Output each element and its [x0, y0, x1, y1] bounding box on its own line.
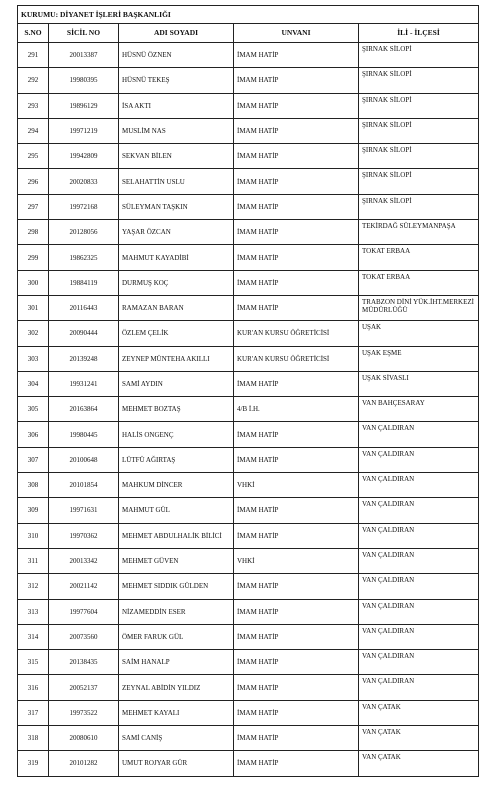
row-title: İMAM HATİP — [234, 245, 359, 270]
table-row — [18, 194, 479, 219]
row-name: SAİM HANALP — [119, 650, 234, 675]
row-sicil-no: 19896129 — [49, 93, 119, 118]
row-sno: 317 — [18, 700, 49, 725]
row-location: TRABZON DİNİ YÜK.İHT.MERKEZİ MÜDÜRLÜĞÜ — [359, 295, 479, 320]
row-location: VAN ÇALDIRAN — [359, 498, 479, 523]
table-row — [18, 498, 479, 523]
table-row — [18, 321, 479, 346]
row-location: ŞIRNAK SİLOPİ — [359, 194, 479, 219]
row-name: UMUT ROJYAR GÜR — [119, 751, 234, 776]
table-row — [18, 144, 479, 169]
row-name: MEHMET SIDDIK GÜLDEN — [119, 574, 234, 599]
table-row — [18, 371, 479, 396]
table-row — [18, 118, 479, 143]
table-row — [18, 68, 479, 93]
row-location: VAN ÇATAK — [359, 700, 479, 725]
row-location: VAN ÇATAK — [359, 751, 479, 776]
row-sicil-no: 19970362 — [49, 523, 119, 548]
row-location: VAN ÇATAK — [359, 726, 479, 751]
row-sicil-no: 19862325 — [49, 245, 119, 270]
row-sno: 319 — [18, 751, 49, 776]
row-location: UŞAK SİVASLI — [359, 371, 479, 396]
row-name: LÜTFÜ AĞIRTAŞ — [119, 447, 234, 472]
column-header-title: UNVANI — [234, 24, 359, 43]
institution-label: KURUMU: DİYANET İŞLERİ BAŞKANLIĞI — [18, 6, 479, 24]
row-sno: 311 — [18, 548, 49, 573]
row-sicil-no: 20021142 — [49, 574, 119, 599]
row-name: SAMİ CANİŞ — [119, 726, 234, 751]
row-sicil-no: 20020833 — [49, 169, 119, 194]
row-location: ŞIRNAK SİLOPİ — [359, 169, 479, 194]
row-name: MUSLİM NAS — [119, 118, 234, 143]
row-sicil-no: 19980445 — [49, 422, 119, 447]
row-location: VAN ÇALDIRAN — [359, 574, 479, 599]
row-sicil-no: 20052137 — [49, 675, 119, 700]
row-sno: 304 — [18, 371, 49, 396]
row-title: İMAM HATİP — [234, 144, 359, 169]
row-location: UŞAK EŞME — [359, 346, 479, 371]
row-sno: 301 — [18, 295, 49, 320]
row-name: HÜSNÜ ÖZNEN — [119, 43, 234, 68]
row-sicil-no: 19931241 — [49, 371, 119, 396]
row-location: VAN ÇALDIRAN — [359, 650, 479, 675]
table-row — [18, 422, 479, 447]
row-sicil-no: 19884119 — [49, 270, 119, 295]
row-sno: 296 — [18, 169, 49, 194]
row-sicil-no: 20116443 — [49, 295, 119, 320]
row-sicil-no: 20100648 — [49, 447, 119, 472]
row-name: SÜLEYMAN TAŞKIN — [119, 194, 234, 219]
row-name: ZEYNAL ABİDİN YILDIZ — [119, 675, 234, 700]
row-location: TOKAT ERBAA — [359, 270, 479, 295]
row-location: UŞAK — [359, 321, 479, 346]
row-name: MAHMUT KAYADİBİ — [119, 245, 234, 270]
row-sicil-no: 20013387 — [49, 43, 119, 68]
table-row — [18, 473, 479, 498]
table-row — [18, 270, 479, 295]
row-sno: 295 — [18, 144, 49, 169]
table-row — [18, 447, 479, 472]
row-name: ZEYNEP MÜNTEHA AKILLI — [119, 346, 234, 371]
row-title: İMAM HATİP — [234, 599, 359, 624]
row-location: VAN ÇALDIRAN — [359, 473, 479, 498]
row-name: NİZAMEDDİN ESER — [119, 599, 234, 624]
row-sicil-no: 19973522 — [49, 700, 119, 725]
table-row — [18, 650, 479, 675]
row-title: KUR'AN KURSU ÖĞRETİCİSİ — [234, 321, 359, 346]
table-row — [18, 675, 479, 700]
row-title: İMAM HATİP — [234, 270, 359, 295]
row-name: MAHKUM DİNCER — [119, 473, 234, 498]
row-location: VAN ÇALDIRAN — [359, 624, 479, 649]
row-location: VAN ÇALDIRAN — [359, 447, 479, 472]
row-sno: 310 — [18, 523, 49, 548]
row-sno: 309 — [18, 498, 49, 523]
row-sicil-no: 20163864 — [49, 397, 119, 422]
row-sno: 291 — [18, 43, 49, 68]
row-name: YAŞAR ÖZCAN — [119, 220, 234, 245]
row-sicil-no: 20101282 — [49, 751, 119, 776]
institution-row — [18, 6, 479, 24]
row-sicil-no: 20139248 — [49, 346, 119, 371]
row-sicil-no: 19972168 — [49, 194, 119, 219]
table-row — [18, 700, 479, 725]
personnel-table — [17, 5, 479, 777]
table-row — [18, 220, 479, 245]
row-location: VAN BAHÇESARAY — [359, 397, 479, 422]
row-sno: 305 — [18, 397, 49, 422]
row-title: İMAM HATİP — [234, 93, 359, 118]
row-name: HÜSNÜ TEKEŞ — [119, 68, 234, 93]
row-location: TEKİRDAĞ SÜLEYMANPAŞA — [359, 220, 479, 245]
row-title: İMAM HATİP — [234, 118, 359, 143]
row-sno: 307 — [18, 447, 49, 472]
row-name: MEHMET ABDULHALİK BİLİCİ — [119, 523, 234, 548]
row-location: VAN ÇALDIRAN — [359, 523, 479, 548]
row-location: VAN ÇALDIRAN — [359, 548, 479, 573]
column-header-sno: S.NO — [18, 24, 49, 43]
row-name: DURMUŞ KOÇ — [119, 270, 234, 295]
row-sicil-no: 20090444 — [49, 321, 119, 346]
row-sno: 302 — [18, 321, 49, 346]
row-title: İMAM HATİP — [234, 220, 359, 245]
row-location: VAN ÇALDIRAN — [359, 599, 479, 624]
row-sno: 299 — [18, 245, 49, 270]
row-location: ŞIRNAK SİLOPİ — [359, 144, 479, 169]
row-title: İMAM HATİP — [234, 371, 359, 396]
table-row — [18, 43, 479, 68]
row-name: MEHMET GÜVEN — [119, 548, 234, 573]
column-header-location: İLİ - İLÇESİ — [359, 24, 479, 43]
row-name: SAMİ AYDIN — [119, 371, 234, 396]
row-title: İMAM HATİP — [234, 523, 359, 548]
row-title: KUR'AN KURSU ÖĞRETİCİSİ — [234, 346, 359, 371]
row-sicil-no: 19942809 — [49, 144, 119, 169]
row-title: İMAM HATİP — [234, 43, 359, 68]
row-title: İMAM HATİP — [234, 700, 359, 725]
row-sicil-no: 20080610 — [49, 726, 119, 751]
column-header-sicil: SİCİL NO — [49, 24, 119, 43]
row-title: İMAM HATİP — [234, 422, 359, 447]
row-sicil-no: 20128056 — [49, 220, 119, 245]
row-location: ŞIRNAK SİLOPİ — [359, 68, 479, 93]
row-sno: 312 — [18, 574, 49, 599]
row-title: İMAM HATİP — [234, 675, 359, 700]
row-sno: 313 — [18, 599, 49, 624]
row-sicil-no: 20138435 — [49, 650, 119, 675]
table-row — [18, 574, 479, 599]
row-name: SELAHATTİN USLU — [119, 169, 234, 194]
row-title: VHKİ — [234, 548, 359, 573]
row-name: SEKVAN BİLEN — [119, 144, 234, 169]
row-name: İSA AKTI — [119, 93, 234, 118]
row-name: HALİS ONGENÇ — [119, 422, 234, 447]
row-location: ŞIRNAK SİLOPİ — [359, 43, 479, 68]
header-row — [18, 24, 479, 43]
row-name: MEHMET KAYALI — [119, 700, 234, 725]
row-title: İMAM HATİP — [234, 169, 359, 194]
row-sno: 297 — [18, 194, 49, 219]
table-row — [18, 295, 479, 320]
row-sno: 315 — [18, 650, 49, 675]
row-sno: 300 — [18, 270, 49, 295]
row-title: İMAM HATİP — [234, 447, 359, 472]
row-sicil-no: 19971631 — [49, 498, 119, 523]
row-location: ŞIRNAK SİLOPİ — [359, 93, 479, 118]
row-title: İMAM HATİP — [234, 624, 359, 649]
row-sno: 318 — [18, 726, 49, 751]
row-location: ŞIRNAK SİLOPİ — [359, 118, 479, 143]
row-title: İMAM HATİP — [234, 751, 359, 776]
row-title: İMAM HATİP — [234, 68, 359, 93]
table-row — [18, 599, 479, 624]
column-header-name: ADI SOYADI — [119, 24, 234, 43]
row-sicil-no: 19971219 — [49, 118, 119, 143]
row-sicil-no: 19980395 — [49, 68, 119, 93]
personnel-list-sheet — [17, 5, 478, 777]
row-name: MAHMUT GÜL — [119, 498, 234, 523]
row-title: İMAM HATİP — [234, 726, 359, 751]
row-location: TOKAT ERBAA — [359, 245, 479, 270]
row-sicil-no: 19977604 — [49, 599, 119, 624]
row-sno: 294 — [18, 118, 49, 143]
table-row — [18, 523, 479, 548]
table-row — [18, 726, 479, 751]
row-sno: 306 — [18, 422, 49, 447]
table-row — [18, 624, 479, 649]
row-location: VAN ÇALDIRAN — [359, 422, 479, 447]
row-sno: 314 — [18, 624, 49, 649]
row-sno: 293 — [18, 93, 49, 118]
row-sno: 308 — [18, 473, 49, 498]
row-title: İMAM HATİP — [234, 498, 359, 523]
row-sicil-no: 20013342 — [49, 548, 119, 573]
row-sicil-no: 20101854 — [49, 473, 119, 498]
row-sno: 298 — [18, 220, 49, 245]
row-name: MEHMET BOZTAŞ — [119, 397, 234, 422]
table-row — [18, 548, 479, 573]
row-name: RAMAZAN BARAN — [119, 295, 234, 320]
row-title: İMAM HATİP — [234, 574, 359, 599]
row-sno: 303 — [18, 346, 49, 371]
row-title: VHKİ — [234, 473, 359, 498]
row-name: ÖZLEM ÇELİK — [119, 321, 234, 346]
row-sicil-no: 20073560 — [49, 624, 119, 649]
row-title: İMAM HATİP — [234, 194, 359, 219]
row-title: İMAM HATİP — [234, 295, 359, 320]
row-name: ÖMER FARUK GÜL — [119, 624, 234, 649]
row-sno: 316 — [18, 675, 49, 700]
row-title: 4/B İ.H. — [234, 397, 359, 422]
table-row — [18, 397, 479, 422]
table-row — [18, 346, 479, 371]
table-row — [18, 169, 479, 194]
row-sno: 292 — [18, 68, 49, 93]
table-row — [18, 93, 479, 118]
table-row — [18, 751, 479, 776]
row-location: VAN ÇALDIRAN — [359, 675, 479, 700]
table-body — [18, 43, 479, 777]
table-row — [18, 245, 479, 270]
row-title: İMAM HATİP — [234, 650, 359, 675]
